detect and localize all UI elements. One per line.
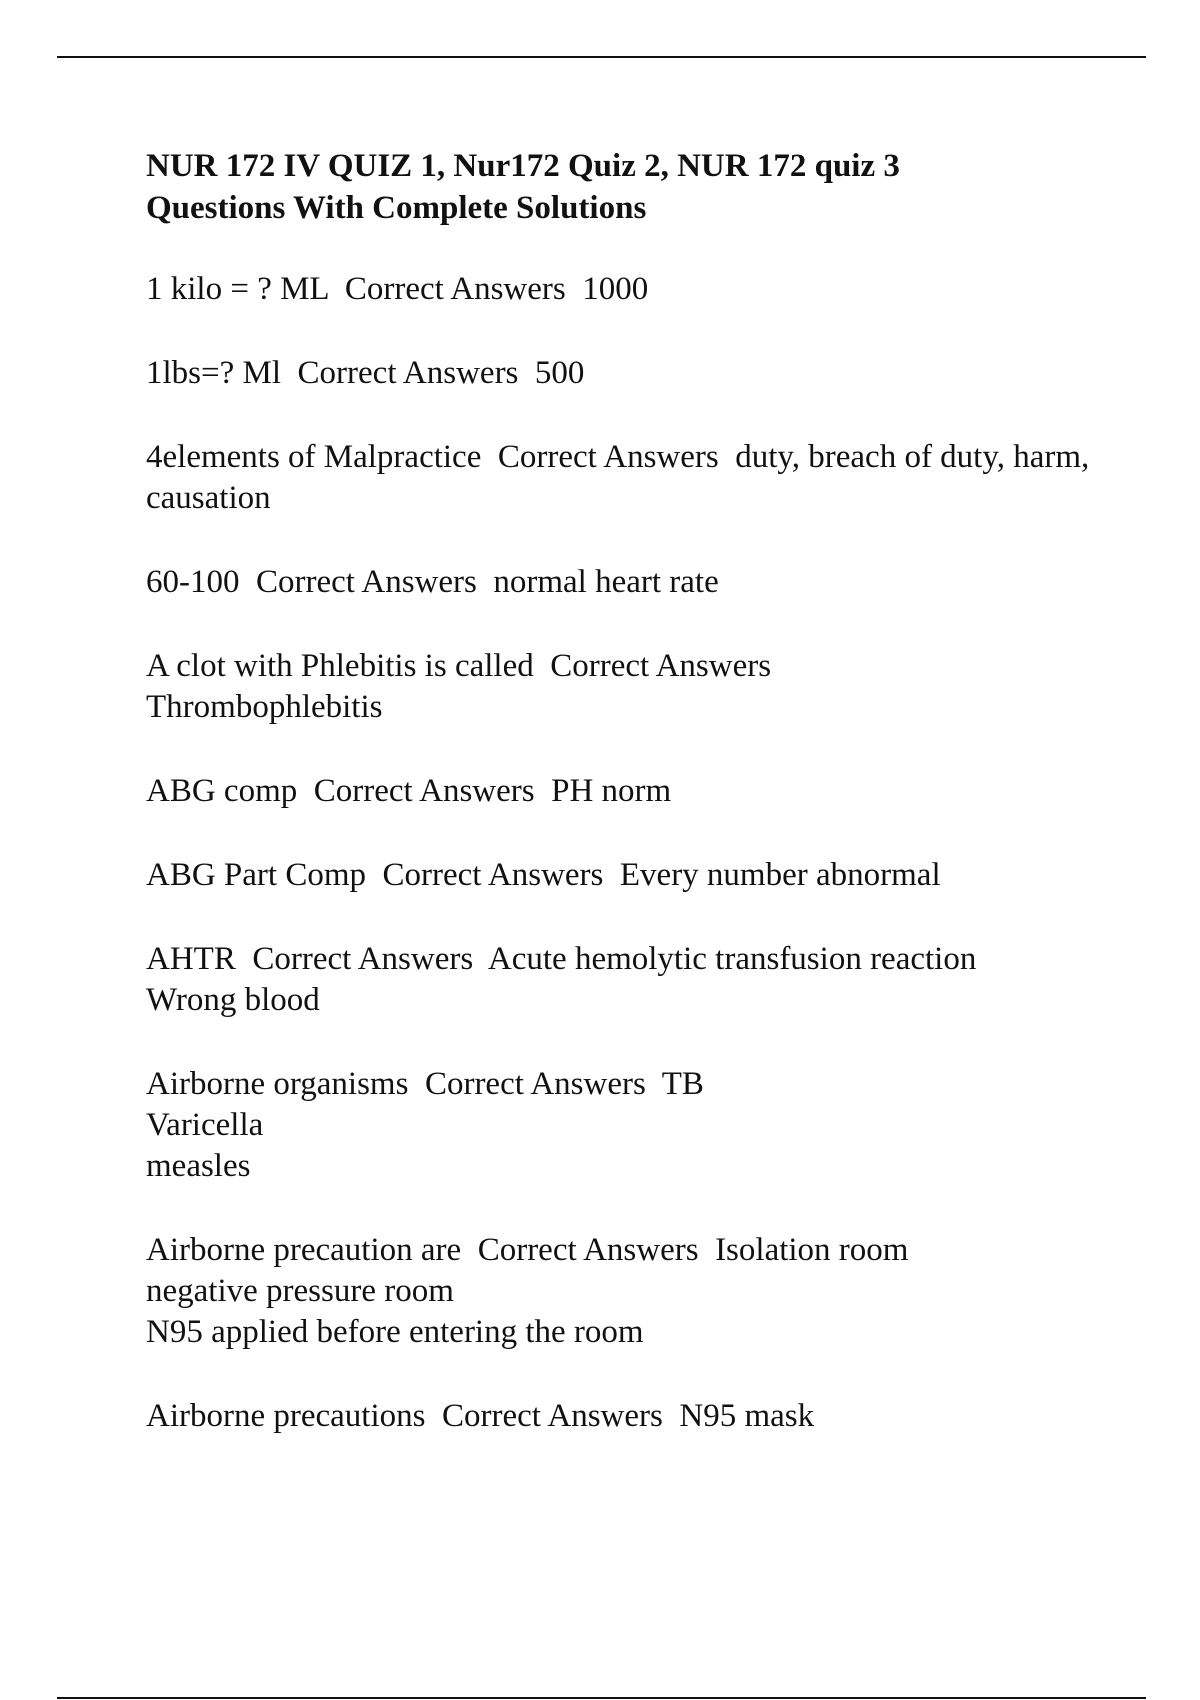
answer-extra-line: measles <box>146 1148 251 1184</box>
qa-item <box>146 855 1096 896</box>
answer-label: Correct Answers <box>256 564 477 600</box>
answer: N95 mask <box>679 1398 815 1434</box>
question: Airborne precaution are <box>146 1232 462 1268</box>
question: AHTR <box>146 941 236 977</box>
answer-extra-line: N95 applied before entering the room <box>146 1314 644 1350</box>
top-rule <box>57 56 1146 58</box>
qa-item <box>146 1230 1096 1353</box>
question: Airborne organisms <box>146 1066 409 1102</box>
question: ABG Part Comp <box>146 857 367 893</box>
question: 4elements of Malpractice <box>146 439 482 475</box>
answer: Acute hemolytic transfusion reaction <box>487 941 977 977</box>
answer: Isolation room <box>715 1232 909 1268</box>
title-line-2: Questions With Complete Solutions <box>146 190 647 226</box>
answer: Every number abnormal <box>619 857 941 893</box>
qa-item <box>146 1064 1096 1187</box>
answer-label: Correct Answers <box>442 1398 663 1434</box>
document-title <box>146 145 1096 229</box>
answer-extra-line: negative pressure room <box>146 1273 454 1309</box>
answer-label: Correct Answers <box>252 941 474 977</box>
title-line-1: NUR 172 IV QUIZ 1, Nur172 Quiz 2, NUR 172 quiz 3 <box>146 148 900 184</box>
qa-item <box>146 939 1096 1021</box>
qa-item <box>146 771 1096 812</box>
answer-label: Correct Answers <box>477 1232 699 1268</box>
question: ABG comp <box>146 773 298 809</box>
qa-item <box>146 562 1096 603</box>
answer: 500 <box>534 355 585 391</box>
question: 60-100 <box>146 564 240 600</box>
answer-label: Correct Answers <box>382 857 604 893</box>
answer: 1000 <box>582 271 649 307</box>
answer-label: Correct Answers <box>550 648 772 684</box>
answer-label: Correct Answers <box>344 271 566 307</box>
answer: TB <box>661 1066 704 1102</box>
qa-item <box>146 353 1096 394</box>
question: 1lbs=? Ml <box>146 355 282 391</box>
question: 1 kilo = ? ML <box>146 271 329 307</box>
answer: normal heart rate <box>493 564 719 600</box>
question: A clot with Phlebitis is called <box>146 648 534 684</box>
bottom-rule <box>57 1697 1146 1699</box>
document-body <box>146 145 1096 1480</box>
answer-label: Correct Answers <box>497 439 719 475</box>
answer-extra-line: Wrong blood <box>146 982 320 1018</box>
question: Airborne precautions <box>146 1398 426 1434</box>
answer-label: Correct Answers <box>424 1066 646 1102</box>
qa-item <box>146 646 1096 728</box>
answer: PH norm <box>551 773 672 809</box>
qa-item <box>146 1396 1096 1437</box>
answer: duty, breach of duty, harm, causation <box>146 439 1098 516</box>
qa-item <box>146 437 1096 519</box>
answer: Thrombophlebitis <box>146 689 383 725</box>
answer-label: Correct Answers <box>297 355 519 391</box>
answer-extra-line: Varicella <box>146 1107 264 1143</box>
qa-item <box>146 269 1096 310</box>
answer-label: Correct Answers <box>313 773 535 809</box>
